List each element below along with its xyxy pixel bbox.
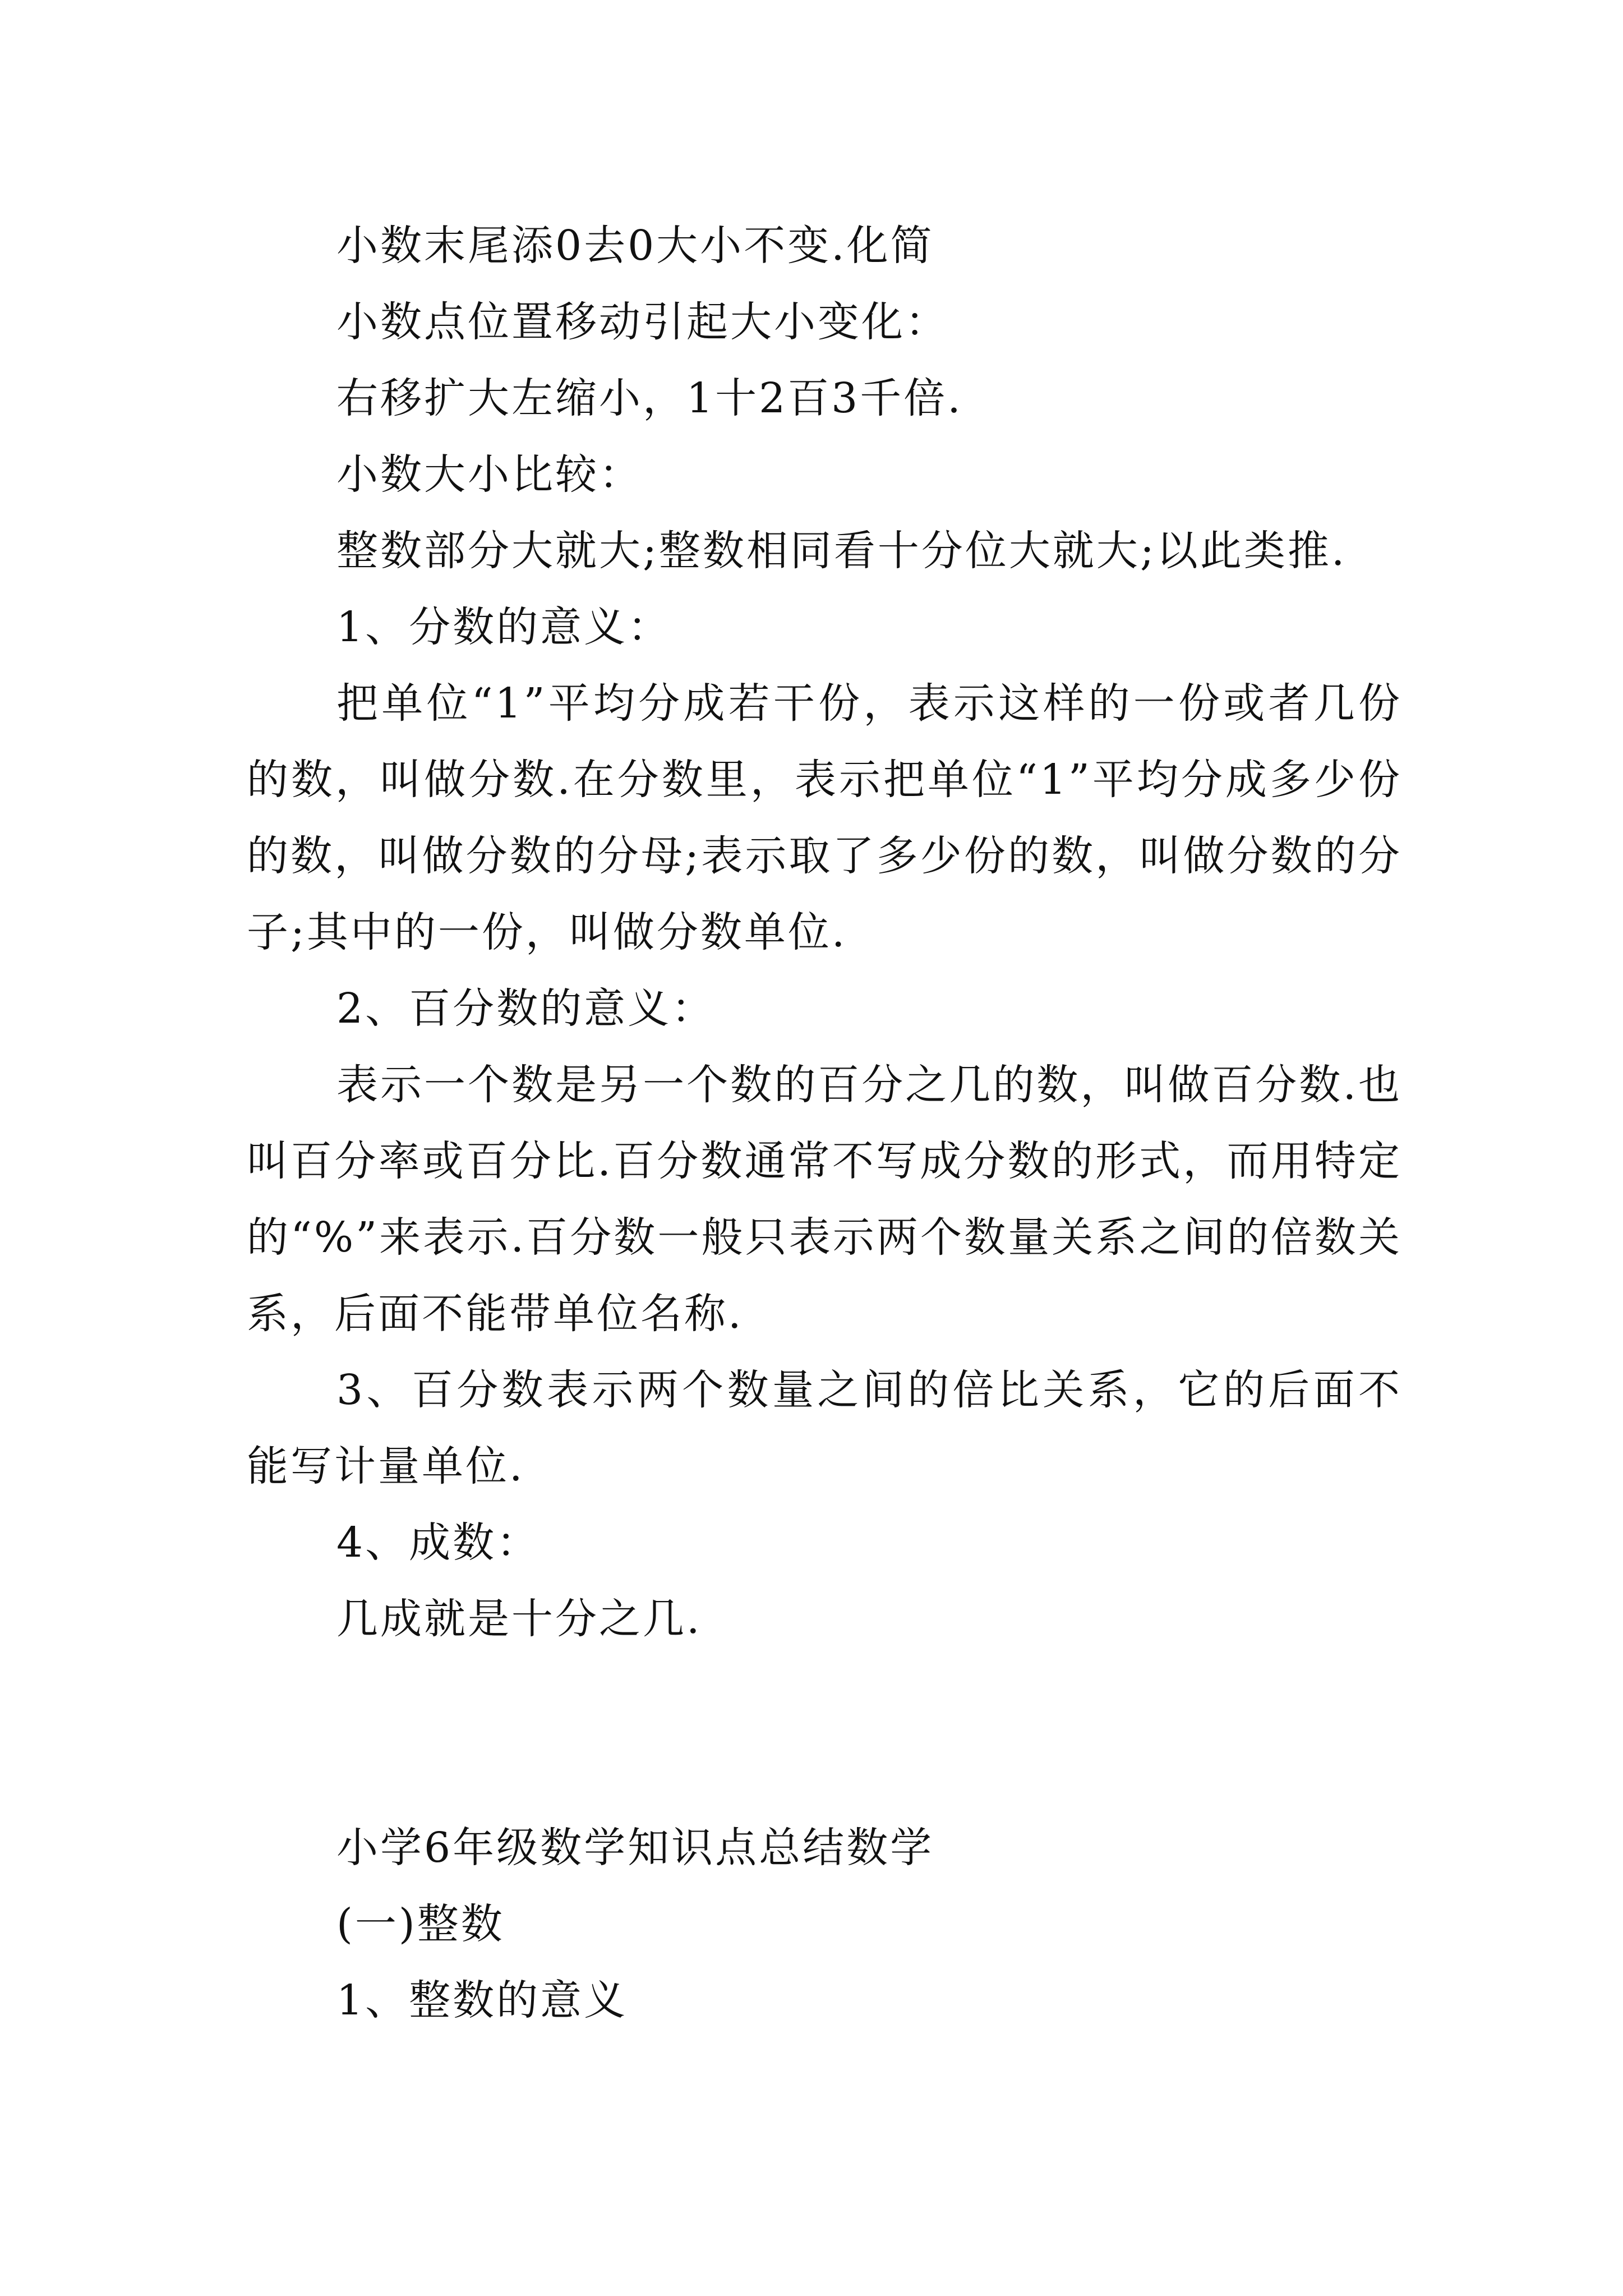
section-title: 小学6年级数学知识点总结数学 [336,1824,934,1872]
text-line: 小数末尾添0去0大小不变.化简 [336,222,934,270]
document-content [247,208,1402,2039]
point3-paragraph: 3、百分数表示两个数量之间的倍比关系，它的后面不能写计量单位. [247,1366,1402,1490]
chengshu-text: 几成就是十分之几. [336,1595,702,1643]
section-gap [247,1657,1402,1810]
percent-paragraph: 表示一个数是另一个数的百分之几的数，叫做百分数.也叫百分率或百分比.百分数通常不写成分数的形式，而用特定的“%”来表示.百分数一般只表示两个数量关系之间的倍数关系，后面不能带单位名称. [247,1061,1402,1338]
chengshu-heading: 4、成数： [336,1519,541,1567]
text-line: 右移扩大左缩小，1十2百3千倍. [336,374,963,422]
text-line: 小数大小比较： [336,450,643,499]
fraction-heading: 1、分数的意义： [336,603,672,651]
section-subtitle: (一)整数 [336,1900,505,1948]
percent-heading: 2、百分数的意义： [336,984,716,1033]
fraction-paragraph: 把单位“1”平均分成若干份，表示这样的一份或者几份的数，叫做分数.在分数里，表示把单位“1”平均分成多少份的数，叫做分数的分母;表示取了多少份的数，叫做分数的分子;其中的一份，叫做分数单位. [247,679,1402,956]
text-line: 整数部分大就大;整数相同看十分位大就大;以此类推. [336,527,1347,575]
section-item: 1、整数的意义 [336,1976,628,2024]
text-line: 小数点位置移动引起大小变化： [336,298,949,346]
